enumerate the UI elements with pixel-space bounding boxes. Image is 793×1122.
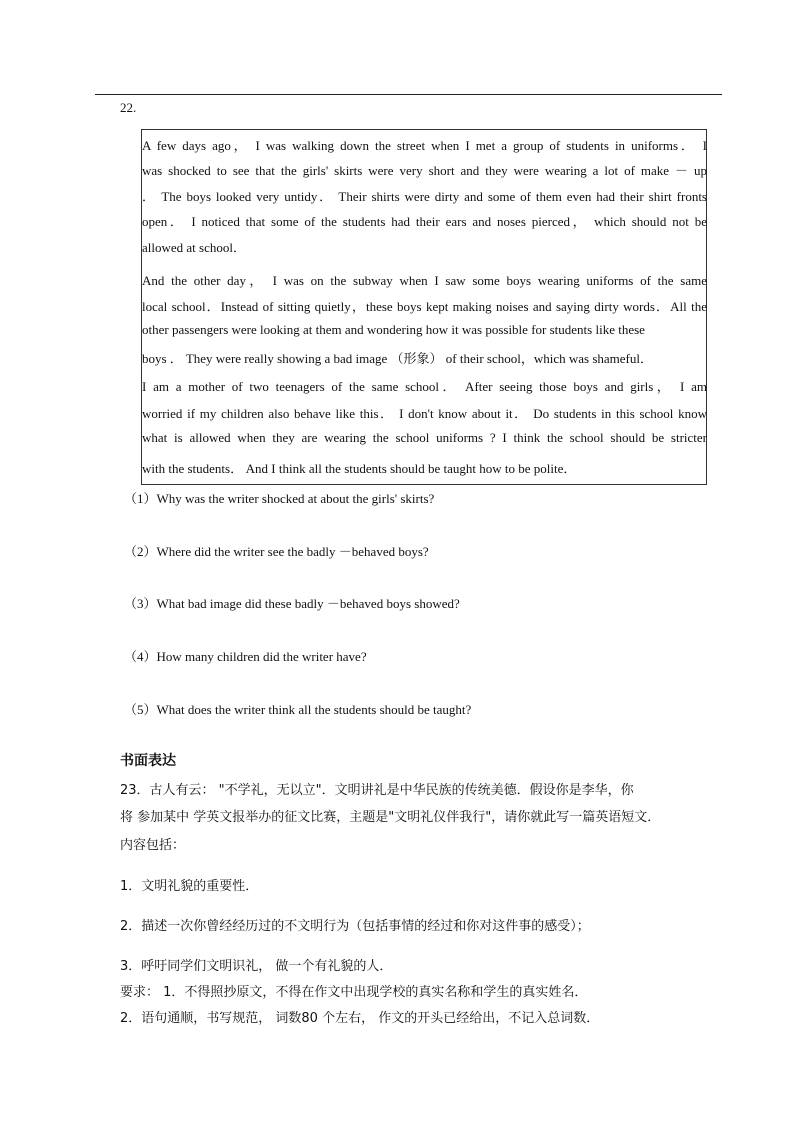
- passage-line: local school．Instead of sitting quietly，these boys kept making noises and saying dirty words．All the: [142, 299, 707, 314]
- writing-line: 23．古人有云： "不学礼，无以立"．文明讲礼是中华民族的传统美德．假设你是李华，你: [120, 783, 634, 798]
- passage-line: open． I noticed that some of the students had their ears and noses pierced， which should not be: [142, 214, 707, 229]
- passage-line: And the other day， I was on the subway when I saw some boys wearing uniforms of the same: [142, 273, 707, 288]
- passage-line: with the students． And I think all the students should be taught how to be polite．: [142, 461, 577, 476]
- reading-passage-box: [141, 129, 707, 485]
- header-rule: [95, 94, 722, 95]
- writing-line: 3．呼吁同学们文明识礼， 做一个有礼貌的人．: [120, 959, 393, 974]
- writing-line: 1．文明礼貌的重要性．: [120, 879, 259, 894]
- question-item: （3）What bad image did these badly －behaved boys showed?: [124, 596, 460, 611]
- writing-line: 要求： 1．不得照抄原文，不得在作文中出现学校的真实名称和学生的真实姓名．: [120, 985, 588, 1000]
- writing-line: 2．语句通顺，书写规范， 词数80 个左右， 作文的开头已经给出，不记入总词数．: [120, 1011, 600, 1026]
- section-title: 书面表达: [120, 753, 176, 769]
- passage-line: worried if my children also behave like this． I don't know about it． Do students in this school know: [142, 406, 707, 421]
- passage-line: what is allowed when they are wearing the school uniforms ? I think the school should be stricter: [142, 430, 707, 445]
- passage-line: other passengers were looking at them and wondering how it was possible for students like these: [142, 322, 645, 337]
- writing-line: 2．描述一次你曾经经历过的不文明行为（包括事情的经过和你对这件事的感受）；: [120, 919, 590, 934]
- passage-line: A few days ago， I was walking down the street when I met a group of students in uniforms． I: [142, 138, 707, 153]
- question-item: （4）How many children did the writer have?: [124, 649, 367, 664]
- passage-line: was shocked to see that the girls' skirts were very short and they were wearing a lot of make － up: [142, 163, 707, 178]
- question-item: （5）What does the writer think all the students should be taught?: [124, 702, 472, 717]
- passage-line: ． The boys looked very untidy． Their shirts were dirty and some of them even had their shirt fronts: [142, 189, 707, 204]
- passage-line: boys ． They were really showing a bad image （形象） of their school，which was shameful．: [142, 351, 653, 366]
- passage-line: I am a mother of two teenagers of the same school． After seeing those boys and girls， I am: [142, 379, 707, 394]
- writing-line: 将 参加某中 学英文报举办的征文比赛，主题是"文明礼仪伴我行"，请你就此写一篇英语短文．: [120, 810, 661, 825]
- passage-line: allowed at school．: [142, 240, 246, 255]
- question-item: （1）Why was the writer shocked at about the girls' skirts?: [124, 491, 435, 506]
- question-number: 22.: [120, 100, 137, 115]
- question-item: （2）Where did the writer see the badly －behaved boys?: [124, 544, 429, 559]
- writing-line: 内容包括：: [120, 838, 186, 853]
